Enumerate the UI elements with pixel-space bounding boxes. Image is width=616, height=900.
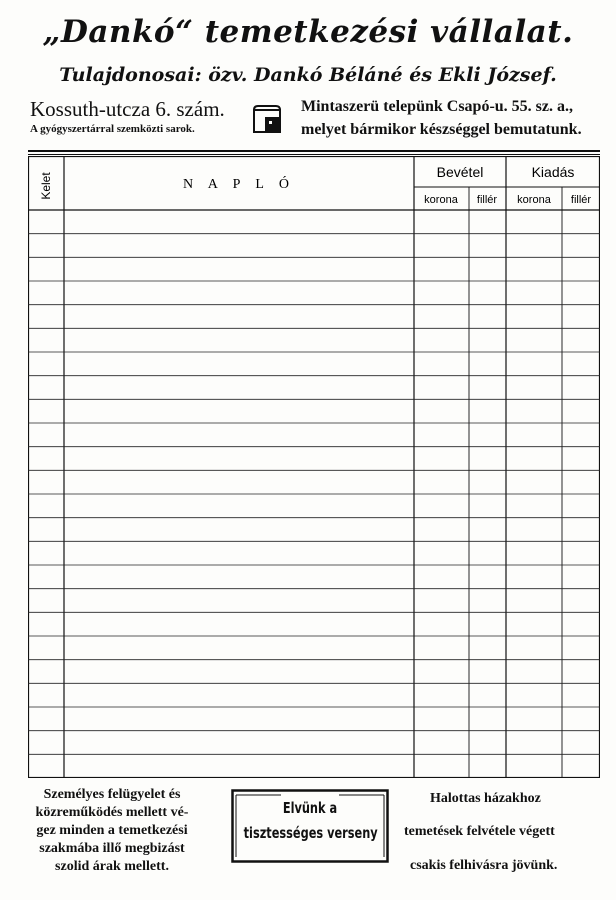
footer-left-line: Személyes felügyelet és [43,787,181,802]
footer-right-line-2: temetések felvétele végett [404,824,555,839]
motto-box [231,789,389,863]
header-rule-thin [28,154,600,155]
address-note: A gyógyszertárral szemközti sarok. [30,123,195,135]
col-header-naplo: N A P L Ó [182,177,296,192]
header-rule [28,150,600,152]
address-line: Kossuth-utcza 6. szám. [30,97,225,121]
company-logo-icon [252,104,282,134]
ledger-table [28,156,600,778]
col-header-kiadas: Kiadás [531,164,575,180]
footer-left-line: szakmába illő megbizást [39,841,185,856]
owners-line: Tulajdonosai: özv. Dankó Béláné és Ekli József. [59,64,557,86]
motto-line-1: Elvünk a [282,799,338,817]
col-header-bevetel: Bevétel [436,164,484,180]
footer-right-line-1: Halottas házakhoz [430,791,541,806]
footer-left-line: gez minden a temetkezési [36,823,188,838]
subcol-korona-kiadas: korona [517,194,551,206]
footer-service-note [12,786,212,876]
subcol-korona-bevetel: korona [424,194,458,206]
site-line-1: Mintaszerü telepünk Csapó-u. 55. sz. a., [301,98,574,115]
subcol-filler-kiadas: fillér [570,194,592,206]
footer-right-line-3: csakis felhivásra jövünk. [410,858,558,873]
motto-line-2: tisztességes verseny [243,824,378,842]
subcol-filler-bevetel: fillér [476,194,498,206]
col-header-kelet: Kelet [39,172,53,200]
site-line-2: melyet bármikor készséggel bemutatunk. [301,121,582,138]
footer-left-line: közreműködés mellett vé- [35,805,189,820]
company-title: „Dankó“ temetkezési vállalat. [42,14,574,50]
footer-left-line: szolid árak mellett. [55,859,169,874]
